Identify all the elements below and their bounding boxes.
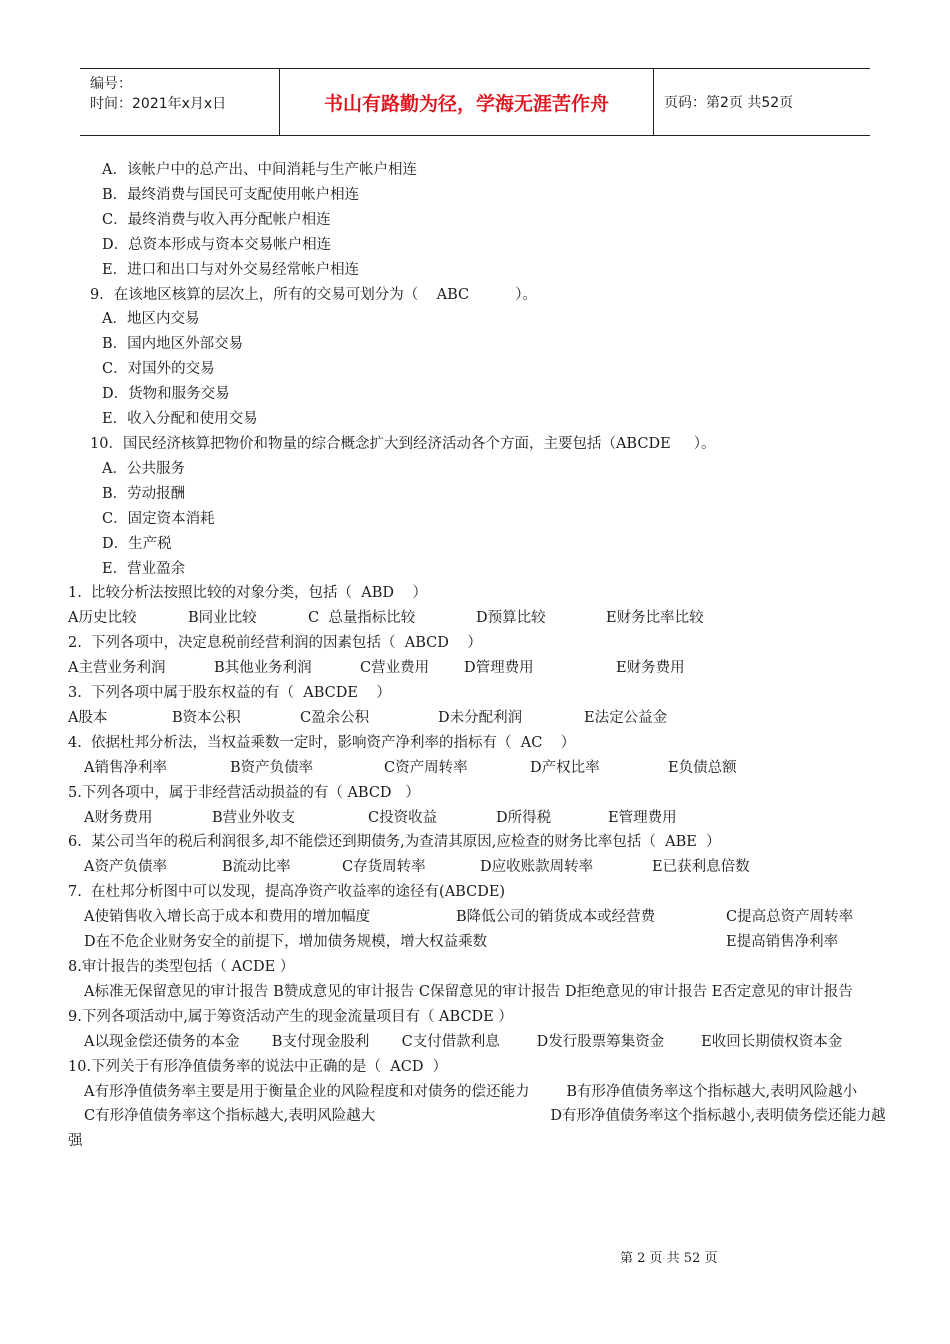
header-left-cell bbox=[80, 69, 280, 135]
options-row bbox=[68, 905, 886, 930]
text-line: E．营业盈余 bbox=[102, 560, 186, 577]
text-line: B．最终消费与国民可支配使用帐户相连 bbox=[102, 186, 360, 203]
question-line: 3. 下列各项中属于股东权益的有（ ABCDE ） bbox=[68, 685, 391, 702]
option: D在不危企业财务安全的前提下，增加债务规模，增大权益乘数 bbox=[84, 934, 488, 951]
option: C盈余公积 bbox=[300, 709, 370, 726]
option: A销售净利率 bbox=[84, 759, 167, 776]
question-line: 8.审计报告的类型包括（ ACDE ） bbox=[68, 959, 295, 975]
text-line: B．国内地区外部交易 bbox=[102, 336, 244, 353]
option: B营业外收支 bbox=[212, 809, 296, 826]
option: E财务费用 bbox=[616, 660, 685, 677]
options-row bbox=[68, 930, 886, 955]
question-line: 9.下列各项活动中,属于筹资活动产生的现金流量项目有（ ABCDE ） bbox=[68, 1008, 513, 1025]
option: C资产周转率 bbox=[384, 759, 468, 776]
option: B降低公司的销货成本或经营费 bbox=[456, 909, 656, 926]
options-row bbox=[68, 656, 886, 681]
option: E法定公益金 bbox=[584, 709, 668, 726]
option: A历史比较 bbox=[68, 610, 137, 627]
options-paragraph: A有形净值债务率主要是用于衡量企业的风险程度和对债务的偿还能力 B有形净值债务率这个指标越大,表明风险越小 bbox=[84, 1083, 858, 1100]
option: A财务费用 bbox=[84, 809, 153, 826]
text-line: A．该帐户中的总产出、中间消耗与生产帐户相连 bbox=[102, 162, 417, 178]
question-line: 10.下列关于有形净值债务率的说法中正确的是（ ACD ） bbox=[68, 1058, 448, 1075]
header-table bbox=[80, 68, 870, 136]
question-line: 7. 在杜邦分析图中可以发现，提高净资产收益率的途径有(ABCDE) bbox=[68, 884, 506, 901]
option: D应收账款周转率 bbox=[480, 859, 594, 876]
question-line: 10．国民经济核算把物价和物量的综合概念扩大到经济活动各个方面，主要包括（ABCDE ）。 bbox=[90, 435, 716, 452]
text-line: D．总资本形成与资本交易帐户相连 bbox=[102, 236, 332, 253]
text-line: C．最终消费与收入再分配帐户相连 bbox=[102, 211, 331, 228]
options-paragraph: C有形净值债务率这个指标越大,表明风险越大 D有形净值债务率这个指标越小,表明债务偿还能力越强 bbox=[68, 1108, 886, 1150]
option: C投资收益 bbox=[368, 809, 438, 826]
question-line: 4. 依据杜邦分析法，当权益乘数一定时，影响资产净利率的指标有（ AC ） bbox=[68, 734, 576, 751]
options-paragraph: A标准无保留意见的审计报告 B赞成意见的审计报告 C保留意见的审计报告 D拒绝意见的审计报告 E否定意见的审计报告 bbox=[84, 983, 853, 1000]
option: C提高总资产周转率 bbox=[726, 909, 854, 926]
text-line: E．进口和出口与对外交易经常帐户相连 bbox=[102, 261, 360, 278]
page-footer: 第 2 页 共 52 页 bbox=[620, 1251, 718, 1266]
option: B其他业务利润 bbox=[214, 660, 312, 677]
option: B资产负债率 bbox=[230, 759, 314, 776]
text-line: D．生产税 bbox=[102, 535, 172, 552]
option: E提高销售净利率 bbox=[726, 934, 839, 951]
option: D未分配利润 bbox=[438, 709, 523, 726]
options-row bbox=[68, 756, 886, 781]
options-row bbox=[68, 806, 886, 831]
question-line: 1. 比较分析法按照比较的对象分类，包括（ ABD ） bbox=[68, 585, 427, 602]
question-line: 6. 某公司当年的税后利润很多,却不能偿还到期债务,为查清其原因,应检查的财务比率包括（ ABE ） bbox=[68, 834, 721, 851]
option: C营业费用 bbox=[360, 660, 430, 677]
option: A资产负债率 bbox=[84, 859, 167, 876]
text-line: C．固定资本消耗 bbox=[102, 510, 215, 527]
text-line: A．地区内交易 bbox=[102, 311, 200, 328]
option: A股本 bbox=[68, 709, 108, 726]
number-label: 编号： bbox=[90, 76, 132, 92]
option: E已获利息倍数 bbox=[652, 859, 750, 876]
option: C 总量指标比较 bbox=[308, 610, 416, 627]
text-line: D．货物和服务交易 bbox=[102, 386, 230, 403]
question-line: 5.下列各项中，属于非经营活动损益的有（ ABCD ） bbox=[68, 784, 420, 801]
text-line: E．收入分配和使用交易 bbox=[102, 411, 258, 428]
option: D预算比较 bbox=[476, 610, 546, 627]
option: D管理费用 bbox=[464, 660, 534, 677]
text-line: C．对国外的交易 bbox=[102, 361, 215, 378]
option: A主营业务利润 bbox=[68, 660, 166, 677]
option: B流动比率 bbox=[222, 859, 291, 876]
option: B同业比较 bbox=[188, 610, 257, 627]
date-label: 时间：2021年x月x日 bbox=[90, 96, 227, 112]
question-line: 2. 下列各项中，决定息税前经营利润的因素包括（ ABCD ） bbox=[68, 635, 482, 652]
option: A使销售收入增长高于成本和费用的增加幅度 bbox=[84, 909, 370, 926]
options-row bbox=[68, 855, 886, 880]
options-row bbox=[68, 706, 886, 731]
option: D产权比率 bbox=[530, 759, 600, 776]
option: E财务比率比较 bbox=[606, 610, 704, 627]
motto: 书山有路勤为径，学海无涯苦作舟 bbox=[280, 69, 654, 135]
option: E管理费用 bbox=[608, 809, 677, 826]
question-line: 9．在该地区核算的层次上，所有的交易可划分为（ ABC ）。 bbox=[90, 286, 537, 303]
text-line: A．公共服务 bbox=[102, 460, 185, 477]
options-paragraph: A以现金偿还债务的本金 B支付现金股利 C支付借款利息 D发行股票筹集资金 E收回长期债权资本金 bbox=[84, 1033, 843, 1050]
option: D所得税 bbox=[496, 809, 552, 826]
options-row bbox=[68, 606, 886, 631]
option: E负债总额 bbox=[668, 759, 737, 776]
text-line: B．劳动报酬 bbox=[102, 485, 186, 502]
option: B资本公积 bbox=[172, 709, 241, 726]
page-label: 页码：第2页 共52页 bbox=[664, 95, 794, 111]
option: C存货周转率 bbox=[342, 859, 426, 876]
document-body bbox=[68, 158, 886, 1154]
